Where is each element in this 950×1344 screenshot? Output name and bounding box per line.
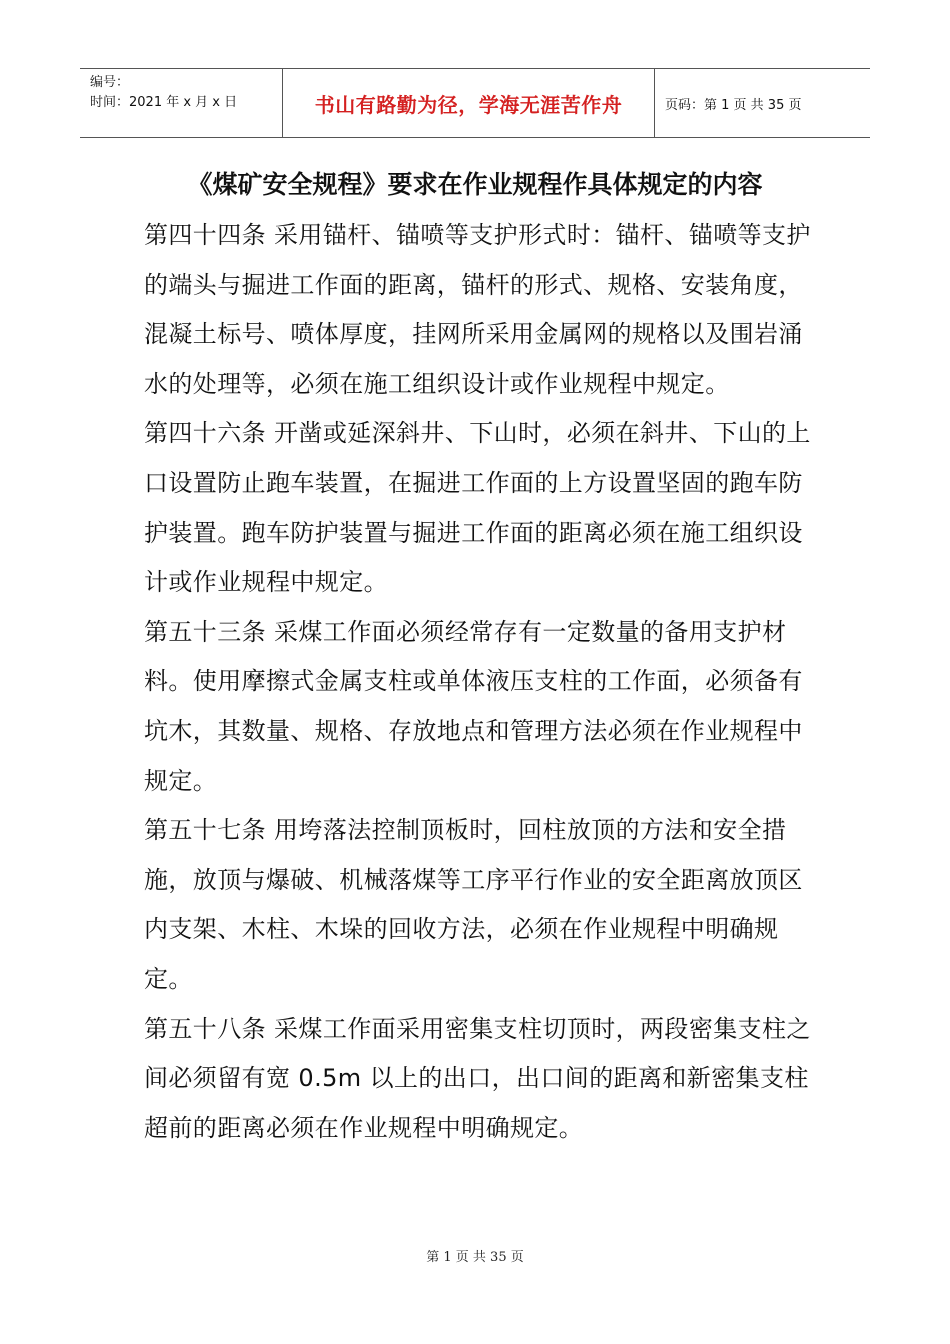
page-footer: 第 1 页 共 35 页 [426, 1250, 524, 1265]
document-time-label: 时间：2021 年 x 月 x 日 [90, 95, 238, 110]
document-body [144, 211, 812, 1153]
header-table [80, 68, 870, 138]
document-number-label: 编号： [90, 75, 130, 90]
header-page-info-text: 页码：第 1 页 共 35 页 [665, 97, 802, 113]
header-page-info [655, 69, 870, 137]
header-motto: 书山有路勤为径，学海无涯苦作舟 [314, 92, 623, 117]
document-title: 《煤矿安全规程》要求在作业规程作具体规定的内容 [187, 170, 763, 199]
article-44-paragraph: 第四十四条 采用锚杆、锚喷等支护形式时：锚杆、锚喷等支护的端头与掘进工作面的距离，锚杆的形式、规格、安装角度，混凝土标号、喷体厚度，挂网所采用金属网的规格以及围岩涌水的处理等，必须在施工组织设计或作业规程中规定。 [144, 221, 811, 398]
article-46-paragraph: 第四十六条 开凿或延深斜井、下山时，必须在斜井、下山的上口设置防止跑车装置，在掘进工作面的上方设置坚固的跑车防护装置。跑车防护装置与掘进工作面的距离必须在施工组织设计或作业规程中规定。 [144, 419, 811, 597]
article-57-paragraph: 第五十七条 用垮落法控制顶板时，回柱放顶的方法和安全措施，放顶与爆破、机械落煤等工序平行作业的安全距离放顶区内支架、木柱、木垛的回收方法，必须在作业规程中明确规定。 [144, 816, 803, 993]
article-53-paragraph: 第五十三条 采煤工作面必须经常存有一定数量的备用支护材料。使用摩擦式金属支柱或单体液压支柱的工作面，必须备有坑木，其数量、规格、存放地点和管理方法必须在作业规程中规定。 [144, 617, 803, 795]
header-motto-cell [282, 69, 655, 137]
header-meta [80, 69, 282, 137]
article-58-paragraph: 第五十八条 采煤工作面采用密集支柱切顶时，两段密集支柱之间必须留有宽 0.5m 以上的出口，出口间的距离和新密集支柱超前的距离必须在作业规程中明确规定。 [144, 1014, 811, 1142]
